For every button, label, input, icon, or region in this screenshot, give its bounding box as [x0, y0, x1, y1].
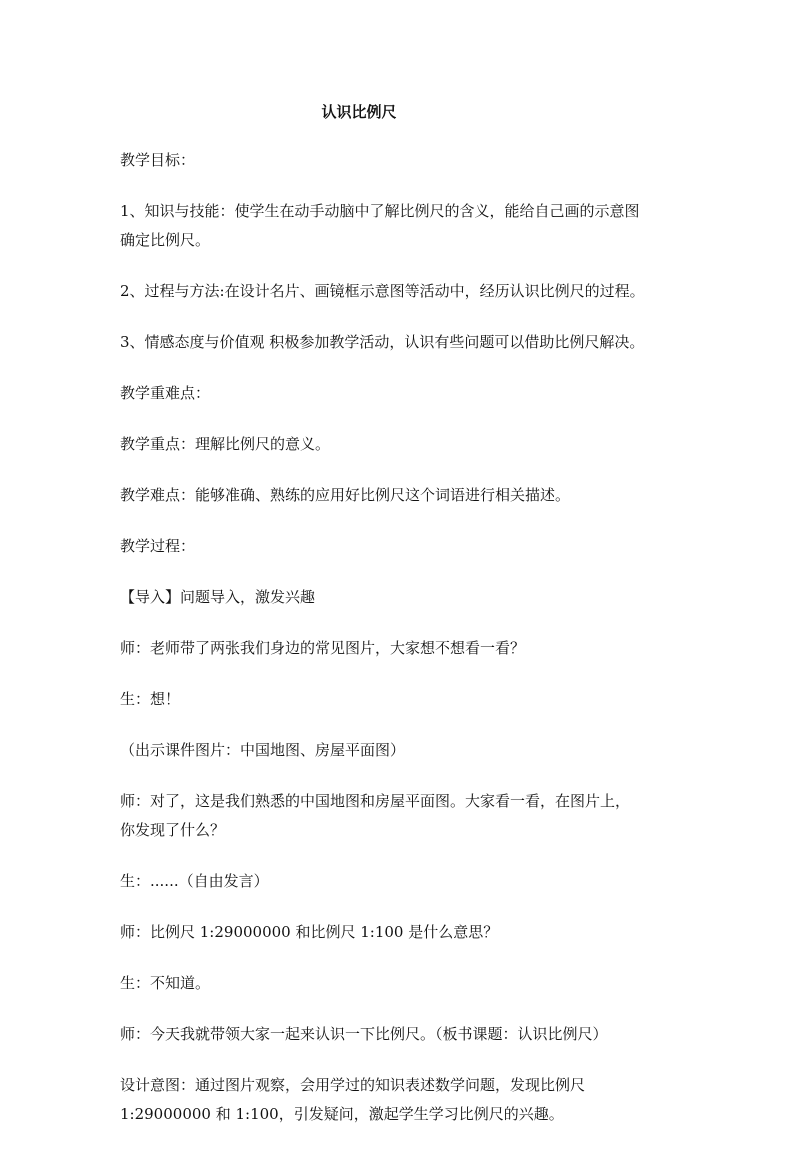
text-line: 2、过程与方法:在设计名片、画镜框示意图等活动中，经历认识比例尺的过程。 [120, 282, 645, 300]
text-line: 3、情感态度与价值观 积极参加教学活动，认识有些问题可以借助比例尺解决。 [120, 333, 645, 351]
text-line: 师：老师带了两张我们身边的常见图片，大家想不想看一看？ [120, 639, 526, 657]
text-line: 教学过程： [120, 537, 196, 555]
text-line: 确定比例尺。 [120, 231, 211, 249]
objective-process-methods [120, 277, 680, 306]
text-line: 师：比例尺 1:29000000 和比例尺 1:100 是什么意思？ [120, 923, 499, 941]
process-heading [120, 532, 680, 561]
key-points-heading [120, 379, 680, 408]
difficult-point [120, 481, 680, 510]
stage-direction [120, 736, 680, 765]
text-line: （出示课件图片：中国地图、房屋平面图） [120, 741, 406, 759]
text-line: 生：......（自由发言） [120, 872, 269, 890]
text-line: 师：对了，这是我们熟悉的中国地图和房屋平面图。大家看一看，在图片上， [120, 792, 631, 810]
key-point [120, 430, 680, 459]
text-line: 【导入】问题导入，激发兴趣 [120, 588, 316, 606]
objective-knowledge-skills [120, 197, 680, 255]
intro-heading [120, 583, 680, 612]
objectives-heading [120, 146, 680, 175]
text-line: 1、知识与技能：使学生在动手动脑中了解比例尺的含义，能给自己画的示意图 [120, 202, 640, 220]
text-line: 1:29000000 和 1:100，引发疑问，激起学生学习比例尺的兴趣。 [120, 1105, 564, 1123]
text-line: 教学目标： [120, 151, 196, 169]
teacher-line-4 [120, 1020, 680, 1049]
objective-attitude-values [120, 328, 680, 357]
document-body [120, 146, 680, 1151]
student-line-3 [120, 969, 680, 998]
text-line: 生：不知道。 [120, 974, 211, 992]
text-line: 生：想！ [120, 690, 181, 708]
teacher-line-3 [120, 918, 680, 947]
document-title: 认识比例尺 [321, 103, 397, 121]
text-line: 教学重难点： [120, 384, 211, 402]
teacher-line-2 [120, 787, 680, 845]
text-line: 教学重点：理解比例尺的意义。 [120, 435, 331, 453]
student-line-2 [120, 867, 680, 896]
text-line: 教学难点：能够准确、熟练的应用好比例尺这个词语进行相关描述。 [120, 486, 571, 504]
text-line: 师：今天我就带领大家一起来认识一下比例尺。（板书课题：认识比例尺） [120, 1025, 608, 1043]
teacher-line-1 [120, 634, 680, 663]
student-line-1 [120, 685, 680, 714]
text-line: 设计意图：通过图片观察，会用学过的知识表述数学问题，发现比例尺 [120, 1076, 586, 1094]
design-intent [120, 1071, 680, 1129]
text-line: 你发现了什么？ [120, 821, 226, 839]
